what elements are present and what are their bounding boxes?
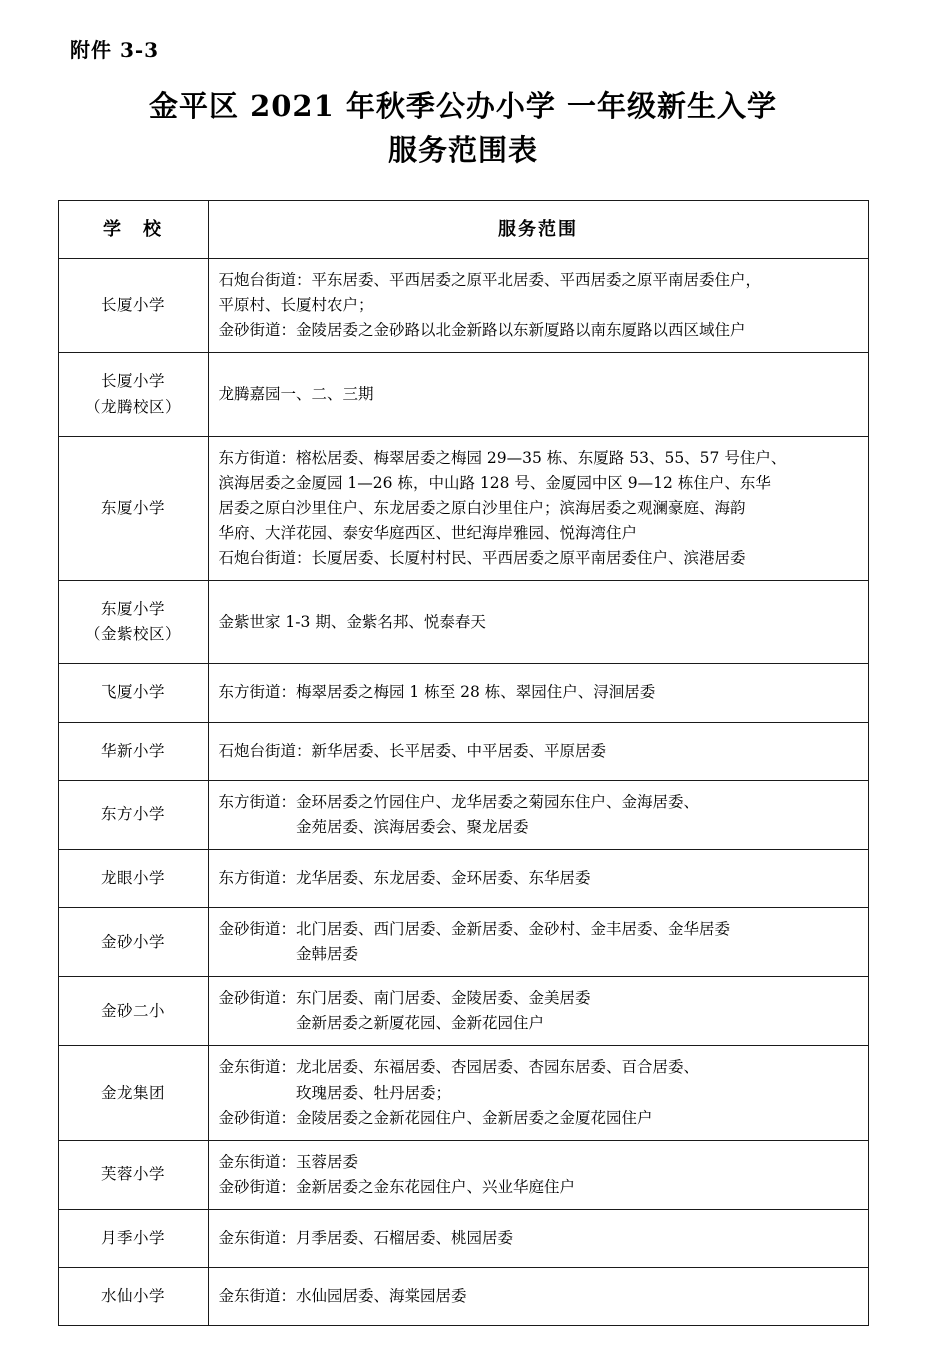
table-row [58,581,868,664]
service-range-line: 金苑居委、滨海居委会、聚龙居委 [218,817,529,836]
service-range-line: 金新居委之新厦花园、金新花园住户 [218,1014,545,1033]
cell-school-name [58,436,208,581]
cell-school-name [58,1046,208,1140]
school-name: 长厦小学 [100,372,165,391]
cell-school-name [58,353,208,436]
school-name: 金砂二小 [100,1001,165,1020]
school-name: 长厦小学 [100,296,165,315]
service-range-line: 石炮台街道：新华居委、长平居委、中平居委、平原居委 [218,741,607,760]
service-range-line: 东方街道：龙华居委、东龙居委、金环居委、东华居委 [218,868,591,887]
school-name: 东厦小学 [100,498,165,517]
page-title-line-1: 金平区 2021 年秋季公办小学 一年级新生入学 [148,89,777,123]
table-row [58,664,868,722]
table-row [58,1268,868,1326]
school-name: 金龙集团 [100,1083,165,1102]
service-range-line: 金韩居委 [218,945,359,964]
page-title [103,85,823,172]
table-row [58,722,868,780]
cell-school-name [58,581,208,664]
service-range-line: 东方街道：榕松居委、梅翠居委之梅园 29—35 栋、东厦路 53、55、57 号住户、 [218,448,787,467]
table-row [58,908,868,977]
service-range-line: 东方街道：梅翠居委之梅园 1 栋至 28 栋、翠园住户、浔洄居委 [218,683,656,702]
service-range-line: 金东街道：龙北居委、东福居委、杏园居委、杏园东居委、百合居委、 [218,1058,700,1077]
cell-service-range [208,1210,868,1268]
school-campus: （金紫校区） [84,625,181,644]
page-title-line-2: 服务范围表 [387,132,538,167]
cell-service-range [208,1140,868,1209]
cell-service-range [208,780,868,849]
cell-service-range [208,1268,868,1326]
table-row [58,1046,868,1140]
cell-service-range [208,722,868,780]
cell-service-range [208,353,868,436]
service-range-line: 金砂街道：金新居委之金东花园住户、兴业华庭住户 [218,1177,576,1196]
school-name: 月季小学 [100,1229,165,1247]
school-name: 东厦小学 [100,600,165,619]
school-name: 芙蓉小学 [100,1165,165,1184]
cell-school-name [58,1140,208,1209]
service-range-line: 金砂街道：北门居委、西门居委、金新居委、金砂村、金丰居委、金华居委 [218,920,731,939]
cell-school-name [58,977,208,1046]
table-body [58,259,868,1326]
cell-service-range [208,1046,868,1140]
service-range-line: 华府、大洋花园、泰安华庭西区、世纪海岸雅园、悦海湾住户 [218,524,638,543]
service-range-line: 平原村、长厦村农户； [218,296,374,315]
table-row [58,1140,868,1209]
cell-service-range [208,977,868,1046]
school-name: 龙眼小学 [100,868,165,887]
service-range-line: 玫瑰居委、牡丹居委； [218,1083,452,1102]
school-name: 飞厦小学 [100,683,165,702]
cell-school-name [58,722,208,780]
column-header-school: 学 校 [58,201,208,259]
table-row [58,436,868,581]
service-range-line: 东方街道：金环居委之竹园住户、龙华居委之菊园东住户、金海居委、 [218,792,700,811]
cell-school-name [58,1268,208,1326]
service-range-line: 石炮台街道：长厦居委、长厦村村民、平西居委之原平南居委住户、滨港居委 [218,549,746,568]
service-range-table [58,200,869,1326]
cell-school-name [58,849,208,907]
service-range-line: 金砂街道：东门居委、南门居委、金陵居委、金美居委 [218,989,591,1008]
school-name: 东方小学 [100,805,165,824]
cell-service-range [208,436,868,581]
cell-school-name [58,908,208,977]
cell-service-range [208,664,868,722]
service-range-line: 金东街道：月季居委、石榴居委、桃园居委 [218,1229,514,1247]
table-row [58,259,868,353]
cell-service-range [208,849,868,907]
table-row [58,353,868,436]
table-header-row [58,201,868,259]
table-row [58,977,868,1046]
attachment-label: 附件 3-3 [70,38,160,62]
school-name: 华新小学 [100,741,165,760]
service-range-line: 金砂街道：金陵居委之金新花园住户、金新居委之金厦花园住户 [218,1108,653,1127]
column-header-range: 服务范围 [208,201,868,259]
service-range-line: 金东街道：玉蓉居委 [218,1152,359,1171]
service-range-line: 金紫世家 1-3 期、金紫名邦、悦泰春天 [218,612,486,631]
table-row [58,780,868,849]
cell-service-range [208,908,868,977]
service-range-line: 居委之原白沙里住户、东龙居委之原白沙里住户；滨海居委之观澜豪庭、海韵 [218,498,746,517]
service-range-line: 石炮台街道：平东居委、平西居委之原平北居委、平西居委之原平南居委住户， [218,271,762,290]
table-row [58,849,868,907]
cell-service-range [208,259,868,353]
cell-school-name [58,780,208,849]
cell-school-name [58,259,208,353]
cell-service-range [208,581,868,664]
service-range-line: 滨海居委之金厦园 1—26 栋，中山路 128 号、金厦园中区 9—12 栋住户、东华 [218,473,771,492]
service-range-line: 金砂街道：金陵居委之金砂路以北金新路以东新厦路以南东厦路以西区域住户 [218,321,746,340]
school-name: 水仙小学 [100,1287,165,1306]
service-range-line: 龙腾嘉园一、二、三期 [218,385,374,404]
school-name: 金砂小学 [100,932,165,951]
service-range-line: 金东街道：水仙园居委、海棠园居委 [218,1287,467,1306]
cell-school-name [58,664,208,722]
cell-school-name [58,1210,208,1268]
school-campus: （龙腾校区） [84,397,181,416]
table-row [58,1210,868,1268]
